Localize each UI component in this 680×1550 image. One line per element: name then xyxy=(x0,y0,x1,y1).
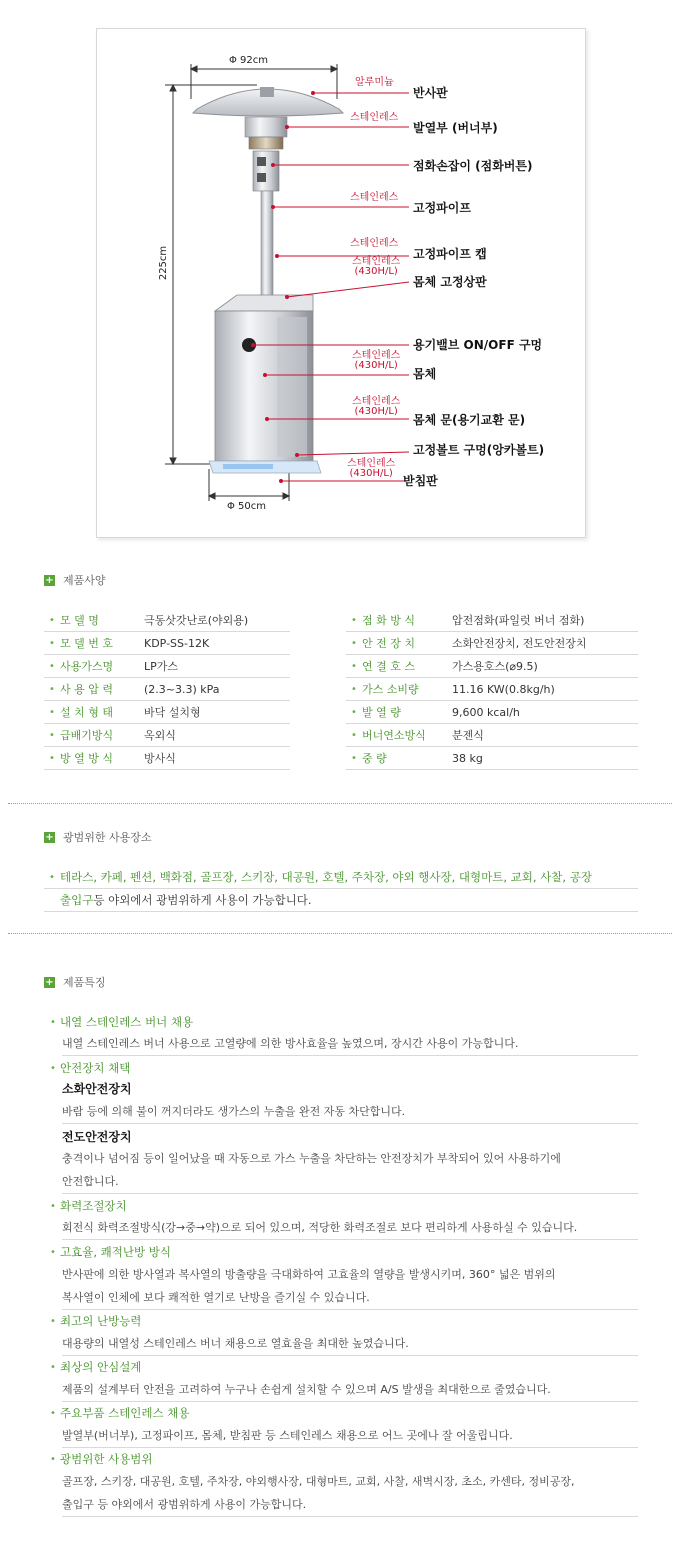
feature-title-text: 화력조절장치 xyxy=(60,1199,127,1213)
bullet-icon: • xyxy=(351,729,357,741)
feature-body: 제품의 설계부터 안전을 고려하여 누구나 손쉽게 설치할 수 있으며 A/S 발생을 최대한으로 줄였습니다. xyxy=(62,1378,638,1402)
part-label-pipe-cap: 고정파이프 캡 xyxy=(413,247,487,261)
spec-row xyxy=(44,724,290,747)
feature-title xyxy=(46,1359,141,1375)
spec-key: 중 량 xyxy=(362,752,387,765)
feature-title-text: 내열 스테인레스 버너 채용 xyxy=(60,1015,194,1029)
spec-key: 안 전 장 치 xyxy=(362,637,415,650)
material-label: 스테인레스 (430H/L) xyxy=(347,458,396,479)
places-header xyxy=(44,830,152,844)
feature-title xyxy=(46,1405,190,1421)
bullet-icon: • xyxy=(49,706,55,718)
spec-key: 급배기방식 xyxy=(60,729,114,742)
spec-key: 모 델 명 xyxy=(60,614,99,627)
feature-body: 반사판에 의한 방사열과 복사열의 방출량을 극대화하여 고효율의 열량을 발생시키며, 360° 넓은 범위의 xyxy=(62,1268,556,1281)
spec-row xyxy=(44,701,290,724)
part-label-valve-hole: 용기밸브 ON/OFF 구멍 xyxy=(413,338,543,352)
spec-row xyxy=(346,609,638,632)
bullet-icon: • xyxy=(50,1246,56,1258)
plus-icon: + xyxy=(45,831,54,843)
material-label: 스테인레스 (430H/L) xyxy=(352,396,401,417)
spec-value: 9,600 kcal/h xyxy=(452,705,520,719)
feature-body: 내열 스테인레스 버너 사용으로 고열량에 의한 방사효율을 높였으며, 장시간 사용이 가능합니다. xyxy=(62,1032,638,1056)
spec-row xyxy=(346,678,638,701)
spec-row xyxy=(44,655,290,678)
feature-body: 회전식 화력조절방식(강→중→약)으로 되어 있으며, 적당한 화력조절로 보다 편리하게 사용하실 수 있습니다. xyxy=(62,1216,638,1240)
spec-row xyxy=(44,609,290,632)
part-label-burner: 발열부 (버너부) xyxy=(413,121,498,135)
spec-value: 11.16 KW(0.8kg/h) xyxy=(452,682,555,696)
plus-icon: + xyxy=(45,976,54,988)
spec-key: 발 열 량 xyxy=(362,706,401,719)
spec-value: (2.3~3.3) kPa xyxy=(144,682,220,696)
feature-subtitle: 전도안전장치 xyxy=(62,1130,132,1144)
spec-key: 점 화 방 식 xyxy=(362,614,415,627)
feature-title xyxy=(46,1014,193,1030)
feature-title-text: 광범위한 사용범위 xyxy=(60,1452,153,1466)
bullet-icon: • xyxy=(50,1407,56,1419)
spec-key: 설 치 형 태 xyxy=(60,706,113,719)
places-text-green: 출입구 xyxy=(60,893,94,907)
material-label: 알루미늄 xyxy=(355,77,394,88)
spec-key: 연 결 호 스 xyxy=(362,660,415,673)
spec-key: 사용가스명 xyxy=(60,660,114,673)
section-title: 제품사양 xyxy=(63,574,106,587)
spec-row xyxy=(44,747,290,770)
spec-row xyxy=(346,747,638,770)
bullet-icon: • xyxy=(49,660,55,672)
spec-key: 방 열 방 식 xyxy=(60,752,113,765)
section-title: 제품특징 xyxy=(63,976,106,989)
spec-row xyxy=(346,655,638,678)
feature-title xyxy=(46,1060,130,1076)
feature-body: 충격이나 넘어짐 등이 일어났을 때 자동으로 가스 누출을 차단하는 안전장치가 부착되어 있어 사용하기에 xyxy=(62,1152,561,1165)
spec-row xyxy=(346,724,638,747)
bullet-icon: • xyxy=(351,683,357,695)
bullet-icon: • xyxy=(351,637,357,649)
burner-shape xyxy=(245,117,287,137)
spec-value: 극동삿갓난로(야외용) xyxy=(144,614,249,627)
feature-title-text: 고효율, 쾌적난방 방식 xyxy=(60,1245,171,1259)
spec-row xyxy=(346,701,638,724)
bullet-icon: • xyxy=(49,752,55,764)
feature-title-text: 최상의 안심설계 xyxy=(60,1360,142,1374)
spec-value: 분젠식 xyxy=(452,729,484,742)
bullet-icon: • xyxy=(49,729,55,741)
material-label: 스테인레스 (430H/L) xyxy=(352,350,401,371)
feature-title-text: 주요부품 스테인레스 채용 xyxy=(60,1406,190,1420)
spec-value: LP가스 xyxy=(144,660,179,673)
bullet-icon: • xyxy=(351,706,357,718)
part-label-bolt-hole: 고정볼트 구멍(앙카볼트) xyxy=(413,443,545,457)
feature-body: 발열부(버너부), 고정파이프, 몸체, 받침판 등 스테인레스 채용으로 어느 곳에나 잘 어울립니다. xyxy=(62,1424,638,1448)
plus-icon: + xyxy=(45,574,54,586)
features-header xyxy=(44,975,106,989)
dim-top-label: Φ 92cm xyxy=(229,55,269,66)
spec-value: 방사식 xyxy=(144,752,176,765)
bullet-icon: • xyxy=(351,752,357,764)
part-label-body: 몸체 xyxy=(413,367,437,381)
spec-key: 사 용 압 력 xyxy=(60,683,113,696)
part-label-base: 받침판 xyxy=(403,474,438,488)
places-line xyxy=(44,866,638,889)
feature-body: 골프장, 스키장, 대공원, 호텔, 주차장, 야외행사장, 대형마트, 교회, 사찰, 새벽시장, 초소, 카센타, 정비공장, xyxy=(62,1475,575,1488)
material-label: 스테인레스 xyxy=(350,192,399,203)
places-text: 등 야외에서 광범위하게 사용이 가능합니다. xyxy=(93,893,312,907)
feature-title xyxy=(46,1313,141,1329)
feature-body: 출입구 등 야외에서 광범위하게 사용이 가능합니다. xyxy=(62,1493,638,1517)
places-text: 테라스, 카페, 펜션, 백화점, 골프장, 스키장, 대공원, 호텔, 주차장, 야외 행사장, 대형마트, 교회, 사찰, 공장 xyxy=(60,870,592,884)
places-line xyxy=(44,889,638,912)
product-diagram xyxy=(96,28,586,538)
top-plate-shape xyxy=(215,295,313,311)
bullet-icon: • xyxy=(50,1315,56,1327)
bullet-icon: • xyxy=(351,614,357,626)
bullet-icon: • xyxy=(49,871,55,883)
feature-body: 바람 등에 의해 불이 꺼지더라도 생가스의 누출을 완전 자동 차단합니다. xyxy=(62,1100,638,1124)
section-divider xyxy=(8,933,672,934)
spec-key: 가스 소비량 xyxy=(362,683,419,696)
feature-title xyxy=(46,1451,153,1467)
part-label-pipe: 고정파이프 xyxy=(413,201,471,215)
material-label: 스테인레스 (430H/L) xyxy=(352,256,401,277)
bullet-icon: • xyxy=(50,1453,56,1465)
bullet-icon: • xyxy=(50,1062,56,1074)
spec-key: 모 델 번 호 xyxy=(60,637,113,650)
dim-bottom-label: Φ 50cm xyxy=(227,501,267,512)
feature-title-text: 안전장치 채택 xyxy=(60,1061,131,1075)
spec-key: 버너연소방식 xyxy=(362,729,426,742)
dim-height-label: 225cm xyxy=(158,245,170,281)
section-divider xyxy=(8,803,672,804)
bullet-icon: • xyxy=(49,683,55,695)
spec-value: 압전점화(파일럿 버너 점화) xyxy=(452,614,585,627)
bullet-icon: • xyxy=(49,614,55,626)
part-label-ignition: 점화손잡이 (점화버튼) xyxy=(413,159,533,173)
part-label-reflector: 반사판 xyxy=(413,86,448,100)
bullet-icon: • xyxy=(351,660,357,672)
feature-title xyxy=(46,1244,171,1260)
feature-body: 안전합니다. xyxy=(62,1170,638,1194)
feature-body: 복사열이 인체에 보다 쾌적한 열기로 난방을 즐기실 수 있습니다. xyxy=(62,1286,638,1310)
spec-value: 가스용호스(⌀9.5) xyxy=(452,660,538,673)
part-label-top-plate: 몸체 고정상판 xyxy=(413,275,487,289)
bullet-icon: • xyxy=(50,1361,56,1373)
part-label-door: 몸체 문(용기교환 문) xyxy=(413,413,526,427)
bullet-icon: • xyxy=(50,1016,56,1028)
spec-value: 바닥 설치형 xyxy=(144,706,201,719)
feature-title-text: 최고의 난방능력 xyxy=(60,1314,142,1328)
spec-value: 소화안전장치, 전도안전장치 xyxy=(452,637,587,650)
heater-drawing xyxy=(97,29,586,538)
feature-title xyxy=(46,1198,127,1214)
bullet-icon: • xyxy=(50,1200,56,1212)
spec-value: KDP-SS-12K xyxy=(144,636,210,650)
spec-row xyxy=(44,632,290,655)
specs-header xyxy=(44,573,106,587)
spec-value: 옥외식 xyxy=(144,729,176,742)
spec-value: 38 kg xyxy=(452,751,483,765)
spec-row xyxy=(44,678,290,701)
material-label: 스테인레스 xyxy=(350,238,399,249)
bullet-icon: • xyxy=(49,637,55,649)
material-label: 스테인레스 xyxy=(350,112,399,123)
spec-row xyxy=(346,632,638,655)
feature-subtitle: 소화안전장치 xyxy=(62,1082,132,1096)
section-title: 광범위한 사용장소 xyxy=(63,831,152,844)
feature-body: 대용량의 내열성 스테인레스 버너 채용으로 열효율을 최대한 높였습니다. xyxy=(62,1332,638,1356)
